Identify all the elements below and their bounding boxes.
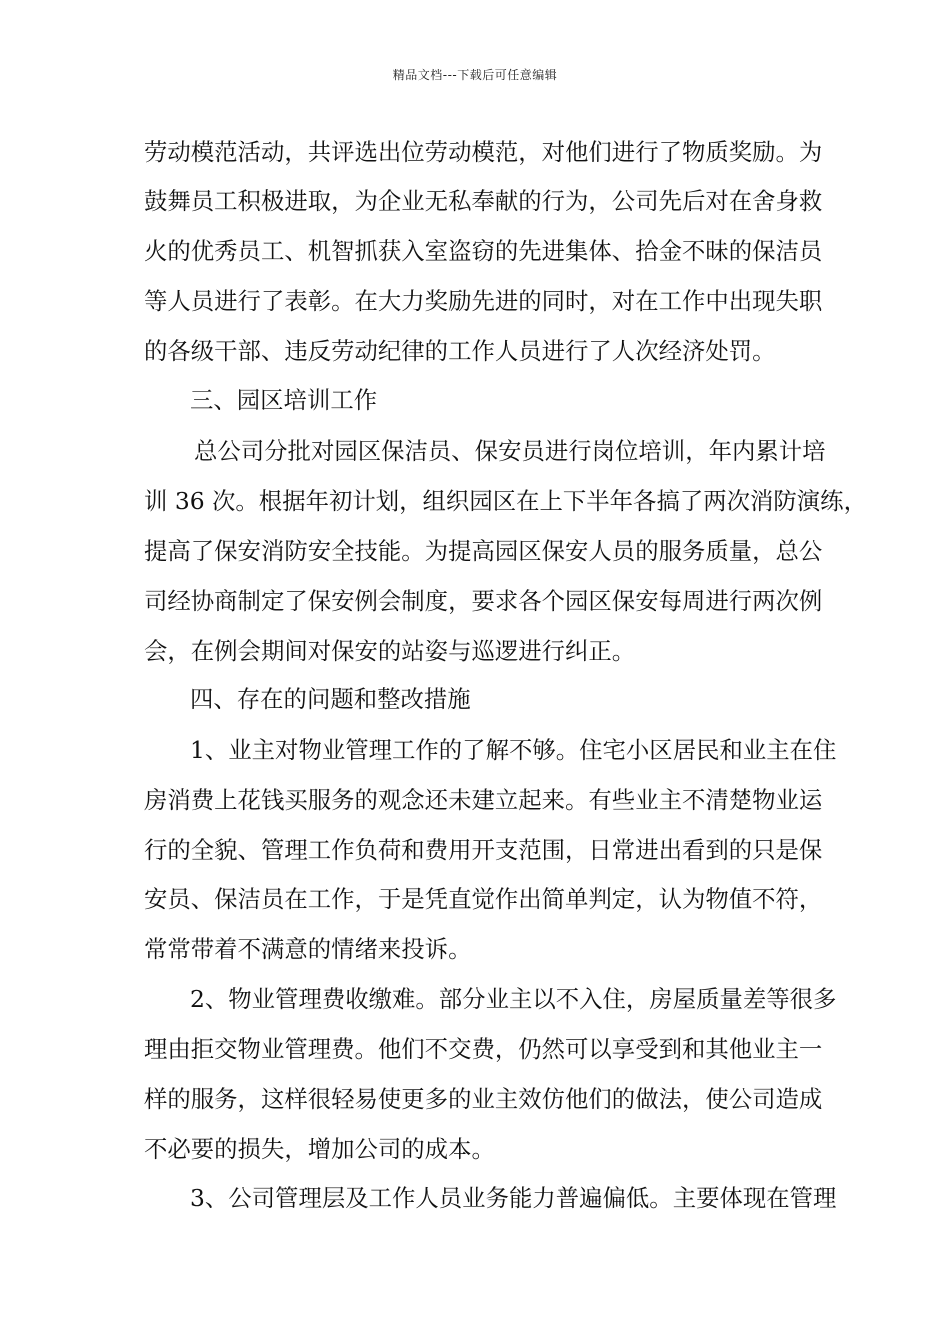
paragraph-line: 等人员进行了表彰。在大力奖励先进的同时，对在工作中出现失职 [144, 287, 823, 315]
paragraph-line: 样的服务，这样很轻易使更多的业主效仿他们的做法，使公司造成 [144, 1085, 823, 1113]
paragraph-line: 1、业主对物业管理工作的了解不够。住宅小区居民和业主在住 [190, 736, 837, 764]
paragraph-line: 鼓舞员工积极进取，为企业无私奉献的行为，公司先后对在舍身救 [144, 187, 823, 215]
paragraph-line: 2、物业管理费收缴难。部分业主以不入住，房屋质量差等很多 [190, 985, 837, 1013]
paragraph-line: 常常带着不满意的情绪来投诉。 [144, 935, 472, 963]
paragraph-line: 劳动模范活动，共评选出位劳动模范，对他们进行了物质奖励。为 [144, 138, 823, 166]
paragraph-line: 提高了保安消防安全技能。为提高园区保安人员的服务质量，总公 [144, 537, 823, 565]
paragraph-line: 房消费上花钱买服务的观念还未建立起来。有些业主不清楚物业运 [144, 786, 823, 814]
paragraph-line: 行的全貌、管理工作负荷和费用开支范围，日常进出看到的只是保 [144, 836, 823, 864]
page-header: 精品文档---下载后可任意编辑 [392, 68, 558, 82]
paragraph-line: 理由拒交物业管理费。他们不交费，仍然可以享受到和其他业主一 [144, 1035, 823, 1063]
paragraph-line: 不必要的损失，增加公司的成本。 [144, 1135, 495, 1163]
section-heading: 三、园区培训工作 [190, 386, 378, 414]
paragraph-line: 训 36 次。根据年初计划，组织园区在上下半年各搞了两次消防演练， [144, 487, 867, 515]
paragraph-line: 总公司分批对园区保洁员、保安员进行岗位培训，年内累计培 [194, 437, 826, 465]
section-heading: 四、存在的问题和整改措施 [190, 685, 471, 713]
paragraph-line: 会，在例会期间对保安的站姿与巡逻进行纠正。 [144, 637, 636, 665]
paragraph-line: 安员、保洁员在工作，于是凭直觉作出简单判定，认为物值不符， [144, 885, 823, 913]
paragraph-line: 司经协商制定了保安例会制度，要求各个园区保安每周进行两次例 [144, 587, 823, 615]
paragraph-line: 3、公司管理层及工作人员业务能力普遍偏低。主要体现在管理 [190, 1184, 837, 1212]
paragraph-line: 的各级干部、违反劳动纪律的工作人员进行了人次经济处罚。 [144, 337, 776, 365]
paragraph-line: 火的优秀员工、机智抓获入室盗窃的先进集体、拾金不昧的保洁员 [144, 237, 823, 265]
